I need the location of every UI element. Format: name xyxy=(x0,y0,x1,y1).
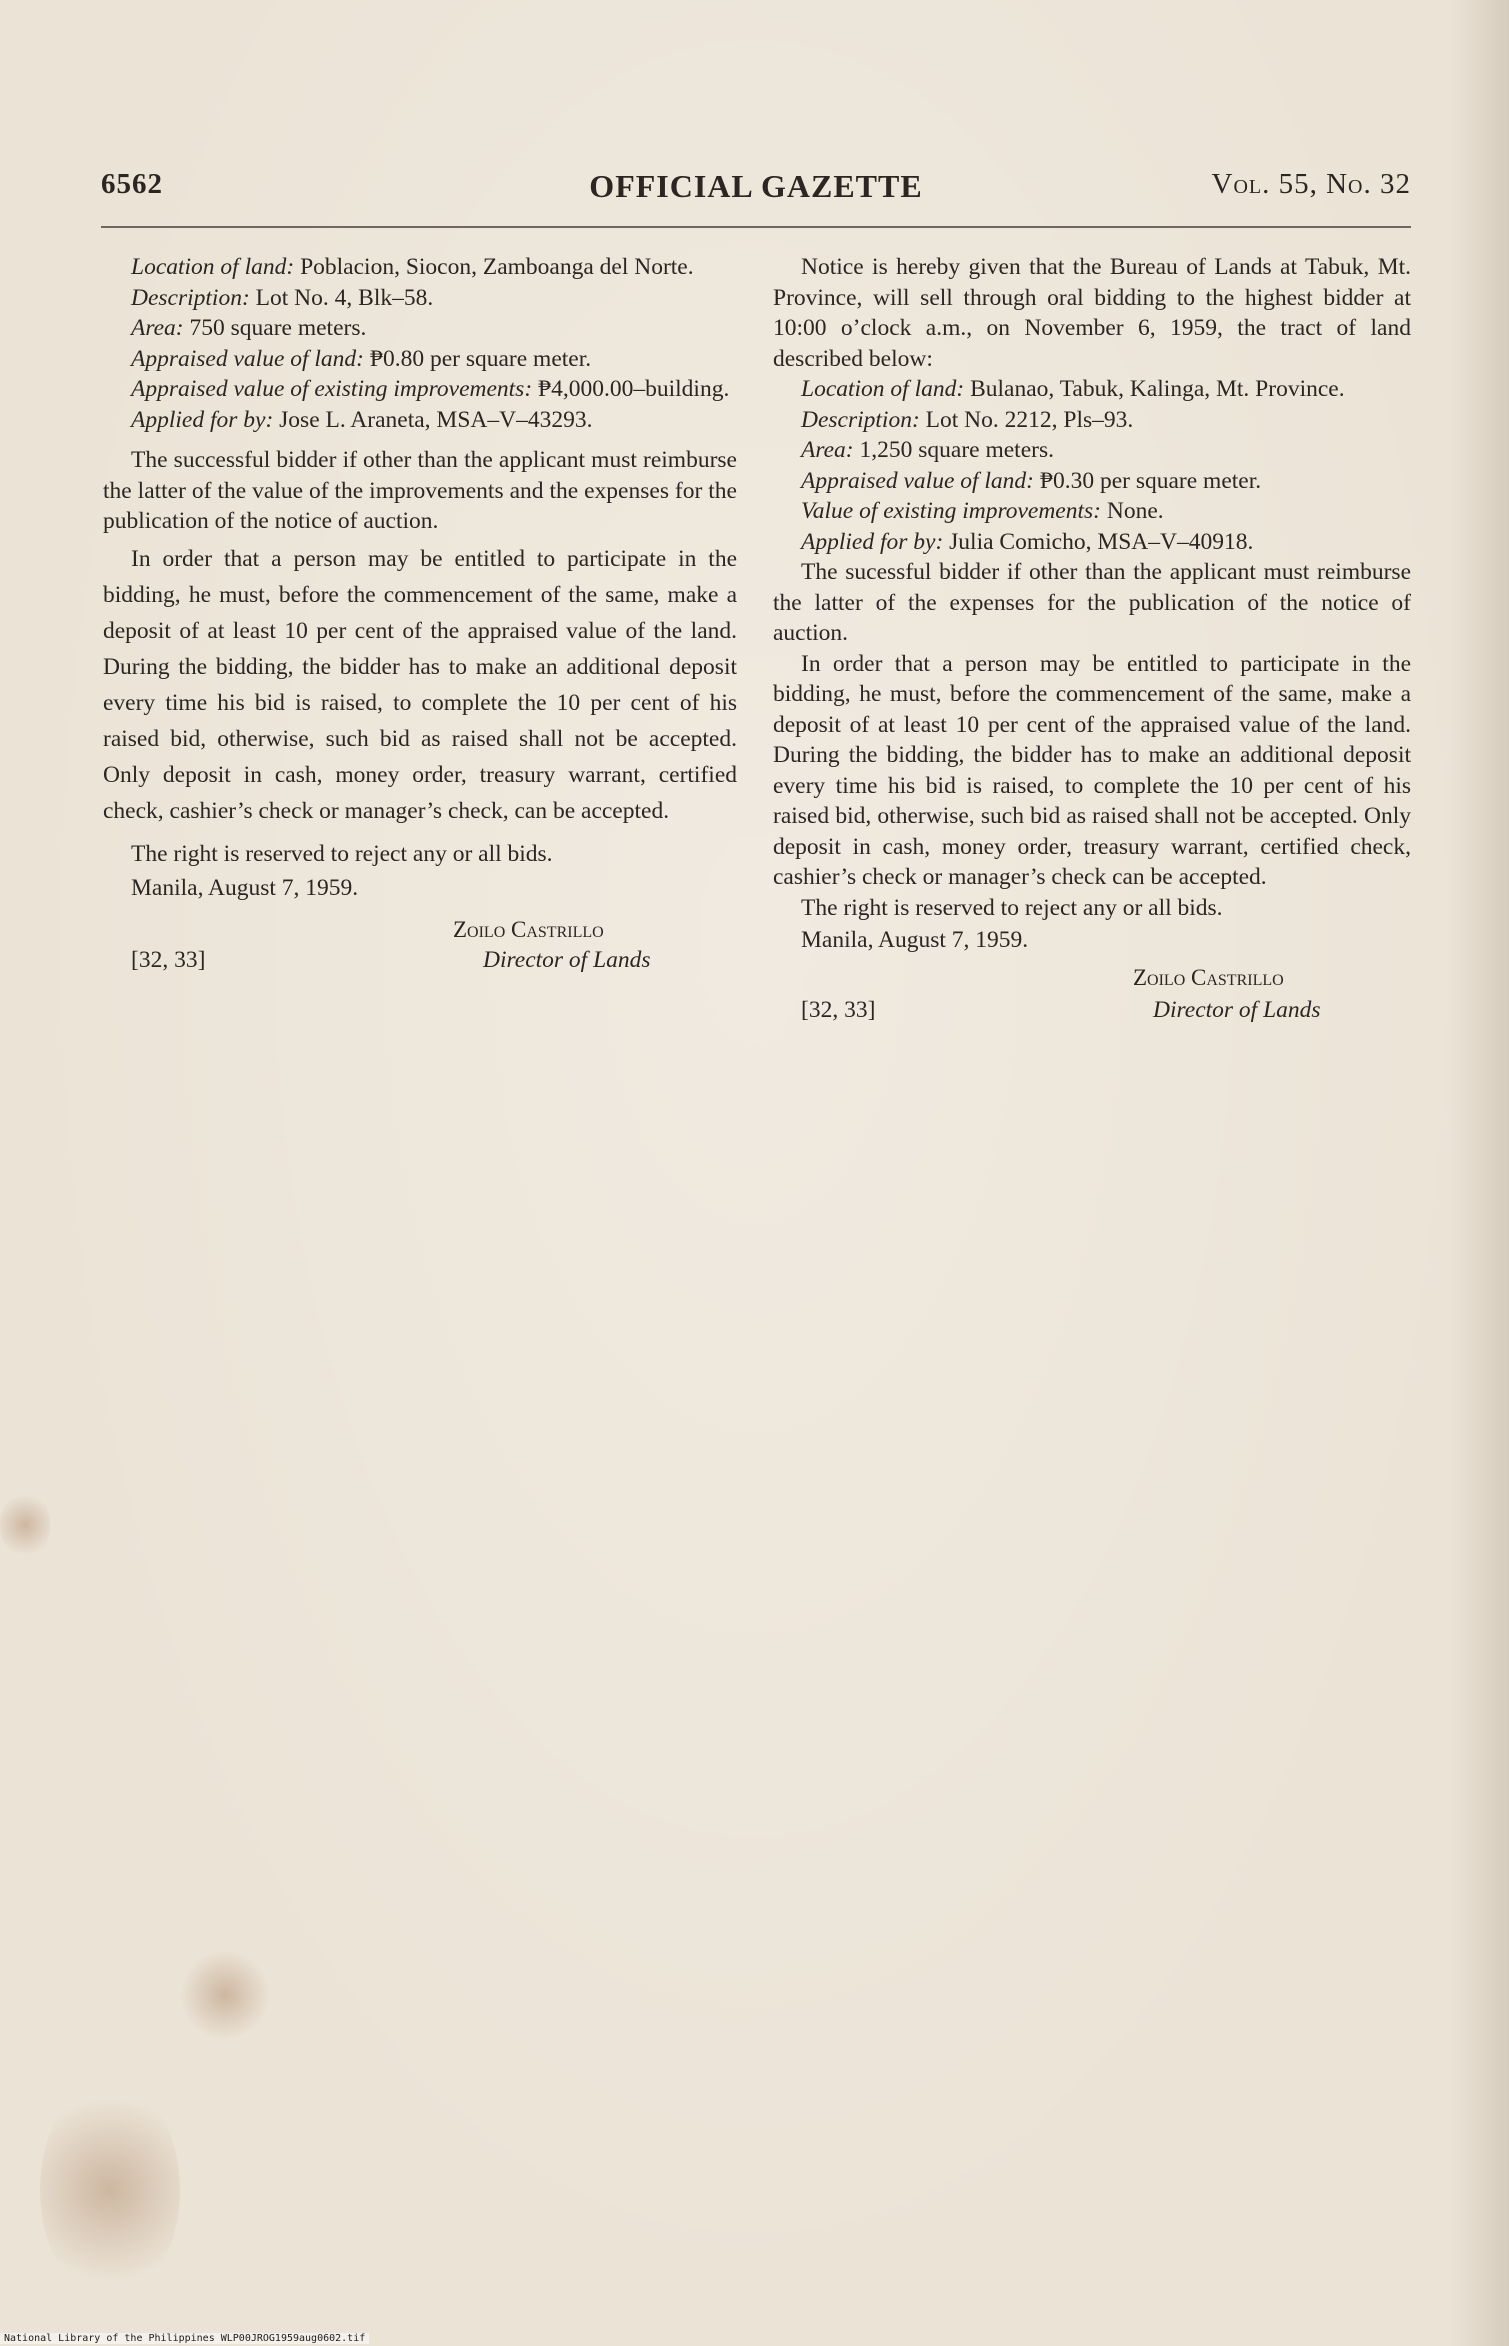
appraised-line xyxy=(773,466,1411,497)
location-line xyxy=(773,374,1411,405)
applicant-value: Jose L. Araneta, MSA–V–43293. xyxy=(279,406,593,433)
location-value: Poblacion, Siocon, Zamboanga del Norte. xyxy=(300,254,694,280)
date-line: Manila, August 7, 1959. xyxy=(131,874,359,901)
area-label: Area: xyxy=(131,315,184,341)
reimburse-paragraph: The successful bidder if other than the applicant must reimburse the latter of the value of the improvements and the expenses for the publication of the notice of auction. xyxy=(103,447,737,534)
area-label: Area: xyxy=(801,437,854,463)
issue-reference: [32, 33] xyxy=(801,997,876,1023)
issue-reference: [32, 33] xyxy=(131,946,206,973)
applicant-line xyxy=(103,405,737,436)
reserve-paragraph: The right is reserved to reject any or all bids. xyxy=(131,840,553,867)
scan-footer: National Library of the Philippines WLP00JROG1959aug0602.tif xyxy=(0,2333,369,2344)
bidding-paragraph: In order that a person may be entitled to participate in the bidding, he must, before the commencement of the same, make a deposit of at least 10 per cent of the appraised value of the land. During the bidding, the bidder has to make an additional deposit every time his bid is raised, to complete the 10 per cent of his raised bid, otherwise, such bid as raised shall not be accepted. Only deposit in cash, money order, treasury warrant, certified check, cashier’s check or manager’s check can be accepted. xyxy=(773,650,1411,890)
improvements-label: Value of existing improvements: xyxy=(801,498,1101,524)
improvements-value: None. xyxy=(1106,498,1164,524)
improvements-line xyxy=(773,496,1411,527)
page-header xyxy=(101,168,1411,214)
appraised-value: ₱0.30 per square meter. xyxy=(1039,467,1262,494)
description-label: Description: xyxy=(131,284,250,311)
description-value: Lot No. 4, Blk–58. xyxy=(255,284,434,311)
location-label: Location of land: xyxy=(801,376,965,402)
improvements-line xyxy=(103,374,737,405)
description-line xyxy=(773,405,1411,436)
area-line xyxy=(773,435,1411,466)
reimburse-paragraph: The sucessful bidder if other than the applicant must reimburse the latter of the expenses for the publication of the notice of auction. xyxy=(773,559,1411,646)
header-rule xyxy=(101,226,1411,228)
applicant-value: Julia Comicho, MSA–V–40918. xyxy=(949,528,1254,555)
location-label: Location of land: xyxy=(131,254,295,280)
description-label: Description: xyxy=(801,406,920,433)
reserve-paragraph: The right is reserved to reject any or all bids. xyxy=(801,894,1223,921)
bidding-paragraph: In order that a person may be entitled to participate in the bidding, he must, before the commencement of the same, make a deposit of at least 10 per cent of the appraised value of the land. During the bidding, the bidder has to make an additional deposit every time his bid is raised, to complete the 10 per cent of his raised bid, otherwise, such bid as raised shall not be accepted. Only deposit in cash, money order, treasury warrant, certified check, cashier’s check or manager’s check, can be accepted. xyxy=(103,545,737,824)
area-value: 750 square meters. xyxy=(189,315,367,341)
paper-stain xyxy=(40,2080,180,2300)
area-value: 1,250 square meters. xyxy=(859,437,1054,463)
signer-title: Director of Lands xyxy=(483,946,651,973)
signer-name: Zoilo Castrillo xyxy=(1133,965,1284,990)
improvements-label: Appraised value of existing improvements: xyxy=(131,376,533,402)
improvements-value: ₱4,000.00–building. xyxy=(538,376,730,402)
appraised-line xyxy=(103,344,737,375)
area-line xyxy=(103,313,737,344)
binding-shadow xyxy=(1449,0,1509,2346)
description-line xyxy=(103,283,737,314)
applicant-label: Applied for by: xyxy=(131,406,274,433)
appraised-label: Appraised value of land: xyxy=(131,345,365,372)
right-column-notice xyxy=(773,252,1411,1031)
signer-title: Director of Lands xyxy=(1153,997,1321,1023)
appraised-label: Appraised value of land: xyxy=(801,467,1035,494)
volume-issue: Vol. 55, No. 32 xyxy=(1211,168,1411,200)
applicant-line xyxy=(773,527,1411,558)
date-line: Manila, August 7, 1959. xyxy=(801,927,1029,953)
applicant-label: Applied for by: xyxy=(801,528,944,555)
signature-block xyxy=(773,963,1411,1031)
page-number: 6562 xyxy=(101,168,163,200)
description-value: Lot No. 2212, Pls–93. xyxy=(925,406,1134,433)
signature-block xyxy=(103,911,737,979)
location-line xyxy=(103,252,737,283)
publication-title: OFFICIAL GAZETTE xyxy=(589,168,923,204)
paper-stain xyxy=(180,1950,270,2040)
location-value: Bulanao, Tabuk, Kalinga, Mt. Province. xyxy=(970,376,1345,402)
left-column-notice xyxy=(103,252,737,979)
signer-name: Zoilo Castrillo xyxy=(453,916,604,942)
appraised-value: ₱0.80 per square meter. xyxy=(369,345,592,372)
intro-paragraph: Notice is hereby given that the Bureau of Lands at Tabuk, Mt. Province, will sell through oral bidding to the highest bidder at 10:00 o’clock a.m., on November 6, 1959, the tract of land described below: xyxy=(773,254,1411,372)
paper-stain xyxy=(0,1490,50,1560)
